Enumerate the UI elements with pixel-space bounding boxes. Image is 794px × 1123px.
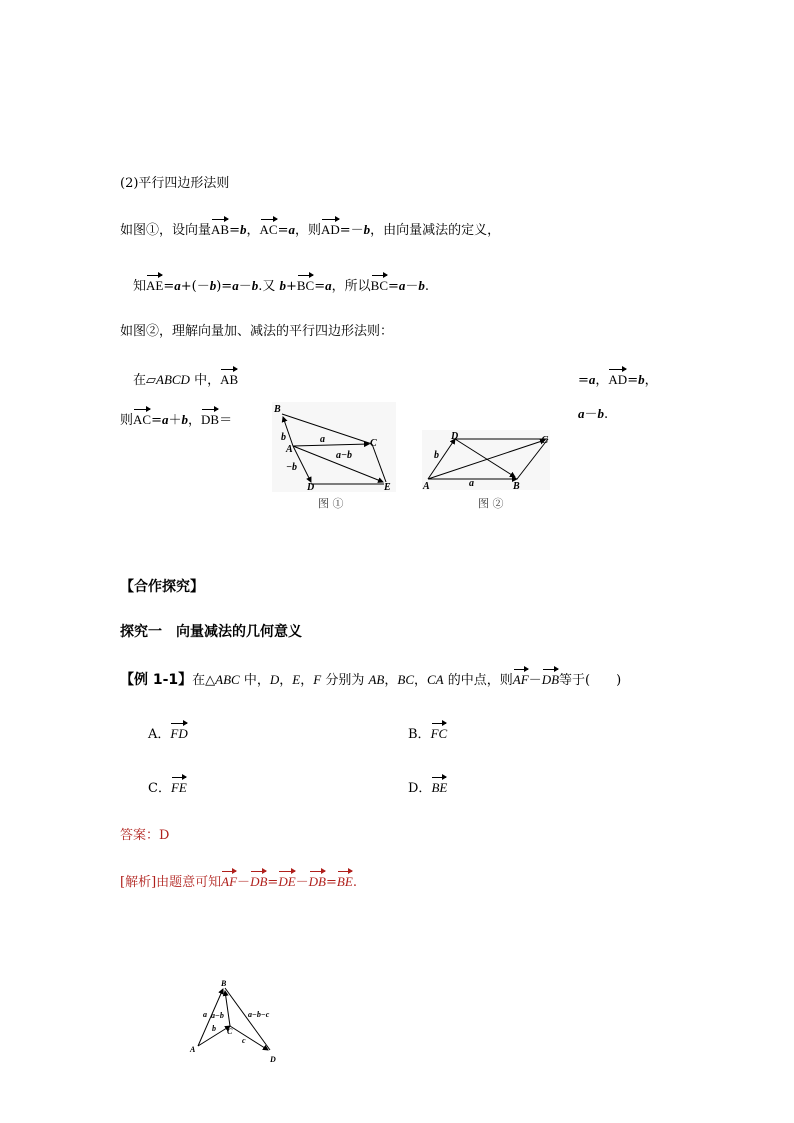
fig2-label-B: B [513,481,520,490]
fig3-label-a-minus-b-minus-c: a−b−c [248,1010,270,1019]
option-b-vector: FC [431,720,448,742]
fig3-label-c: c [242,1036,246,1045]
paragraph-fig2-intro: 如图②，理解向量加、减法的平行四边形法则： [120,324,394,339]
option-d-letter: D． [408,781,432,796]
section-title: (2)平行四边形法则 [120,176,230,191]
fig1-label-E: E [384,482,391,492]
fig3-label-C: C [227,1027,233,1036]
figure-1 [272,402,396,492]
explore-title: 探究一 向量减法的几何意义 [120,624,302,640]
fig3-label-a: a [203,1010,207,1019]
option-c[interactable] [148,774,187,796]
option-d[interactable] [408,774,447,796]
figure-3-diagram [186,976,286,1068]
option-a-vector: FD [170,720,187,742]
figure-1-diagram [272,402,396,492]
option-c-letter: C． [148,781,171,796]
fig1-label-B: B [274,404,281,415]
figure-2-caption: 图 ② [478,497,504,510]
fig1-label-a-minus-b: a−b [336,450,353,461]
paragraph-derivation: 知AE=a+(－b)=a－b.又 b+BC=a，所以BC=a－b. [133,272,429,294]
fig2-label-b: b [434,450,439,461]
fig2-label-A: A [423,481,430,490]
fig2-label-a: a [469,478,474,489]
paragraph-fig1-intro: 如图①，设向量AB=b，AC=a，则AD=－b，由向量减法的定义， [120,216,500,238]
fig3-label-A: A [190,1045,196,1054]
option-c-vector: FE [171,774,187,796]
fig1-label-a: a [320,434,325,445]
figure-3 [186,976,286,1068]
answer: 答案：D [120,828,170,843]
paragraph-parallelogram-d: a－b. [578,406,609,422]
fig1-label-neg-b: −b [286,462,298,473]
option-a[interactable] [148,720,188,742]
option-d-vector: BE [431,774,447,796]
fig3-label-B: B [221,979,227,988]
option-a-letter: A． [148,727,171,742]
section-heading-cooperation: 【合作探究】 [120,579,204,595]
paragraph-parallelogram-c: 则AC=a＋b，DB＝ [120,406,232,428]
figure-1-caption: 图 ① [318,497,344,510]
example-label: 【例 1-1】 [120,672,193,688]
fig1-label-D: D [307,482,315,492]
fig2-label-C: C [541,435,548,446]
figure-2-diagram [422,430,550,490]
fig1-label-b: b [281,432,286,443]
fig3-label-b: b [212,1024,216,1033]
paragraph-parallelogram-b: =a，AD=b， [578,366,658,388]
option-b-letter: B． [408,727,431,742]
figure-2 [422,430,550,490]
option-b[interactable] [408,720,447,742]
fig1-label-C: C [370,438,377,449]
fig3-label-a-minus-b: a−b [211,1011,224,1020]
fig1-label-A: A [286,444,293,455]
paragraph-parallelogram-a: 在▱ABCD 中，AB [133,366,238,388]
example-1-1: 【例 1-1】在△ABC 中，D，E，F 分别为 AB，BC，CA 的中点，则AF－DB等于( ) [120,666,621,689]
fig2-label-D: D [451,431,459,442]
analysis: [解析]由题意可知AF－DB=DE－DB=BE. [120,868,357,890]
fig3-label-D: D [270,1055,276,1064]
